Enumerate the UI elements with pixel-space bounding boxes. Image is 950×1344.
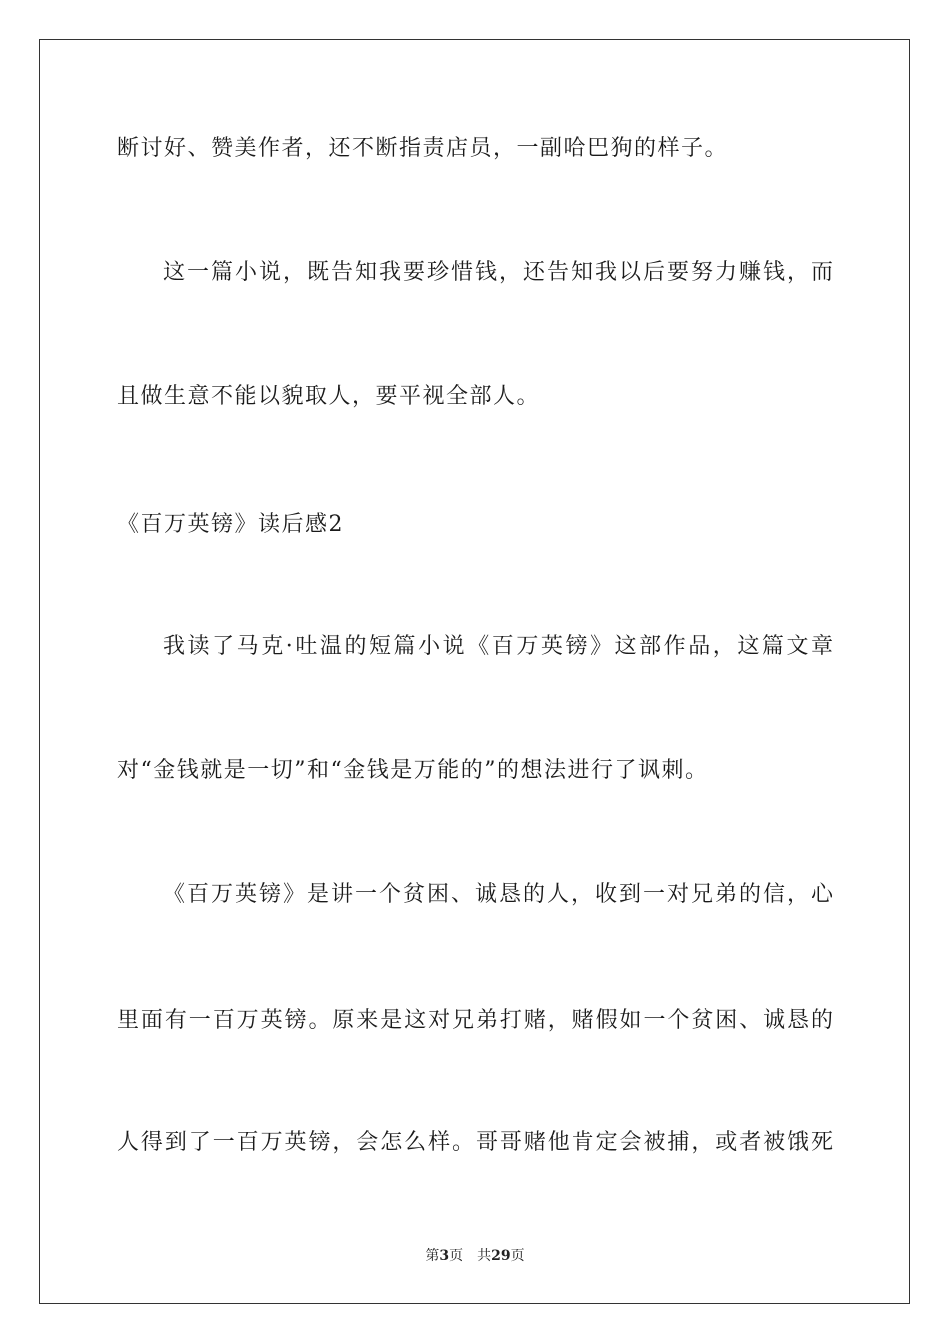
page-border xyxy=(39,39,910,1304)
text-line-6: 对“金钱就是一切”和“金钱是万能的”的想法进行了讽刺。 xyxy=(117,758,709,783)
section-heading: 《百万英镑》读后感2 xyxy=(117,512,344,537)
text-line-9: 人得到了一百万英镑，会怎么样。哥哥赌他肯定会被捕，或者被饿死 xyxy=(117,1130,833,1155)
footer-total-prefix: 共 xyxy=(477,1248,492,1264)
footer-page-number: 3 xyxy=(439,1248,450,1264)
text-line-3: 且做生意不能以貌取人，要平视全部人。 xyxy=(117,384,541,409)
footer-page-suffix: 页 xyxy=(449,1248,464,1264)
text-line-7: 《百万英镑》是讲一个贫困、诚恳的人，收到一对兄弟的信，心 xyxy=(163,882,833,907)
footer-page-prefix: 第 xyxy=(425,1248,440,1264)
footer-total-pages: 29 xyxy=(491,1248,511,1264)
page-footer xyxy=(0,1247,950,1265)
footer-total-suffix: 页 xyxy=(510,1248,525,1264)
text-line-2: 这一篇小说，既告知我要珍惜钱，还告知我以后要努力赚钱，而 xyxy=(163,260,833,285)
text-line-5: 我读了马克·吐温的短篇小说《百万英镑》这部作品，这篇文章 xyxy=(163,634,833,659)
text-line-8: 里面有一百万英镑。原来是这对兄弟打赌，赌假如一个贫困、诚恳的 xyxy=(117,1008,833,1033)
text-line-1: 断讨好、赞美作者，还不断指责店员，一副哈巴狗的样子。 xyxy=(117,136,729,161)
